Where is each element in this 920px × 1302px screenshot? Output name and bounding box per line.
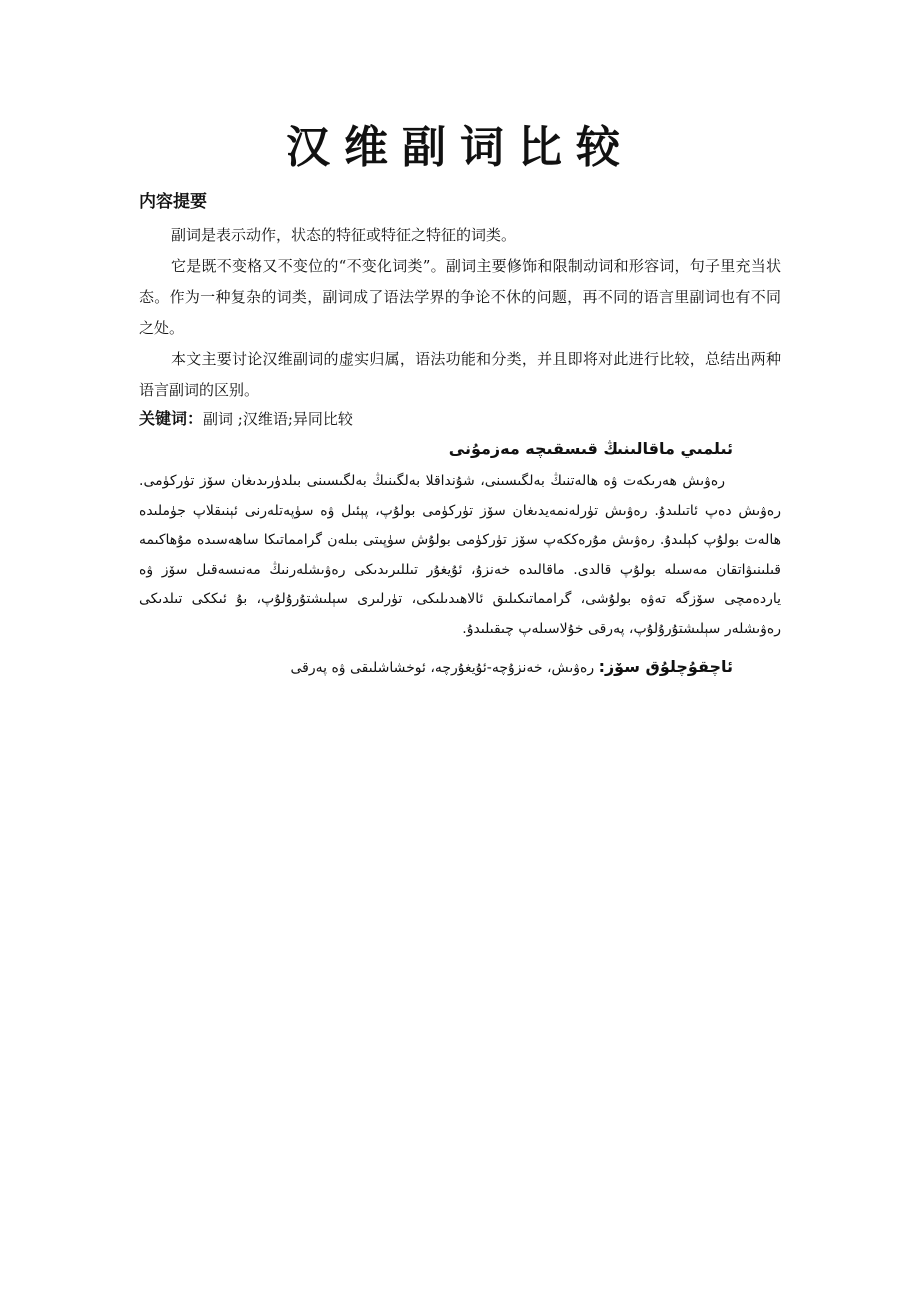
- abstract-heading-cn: 内容提要: [139, 192, 207, 212]
- keywords-label-cn: 关键词：: [139, 409, 204, 428]
- abstract-paragraph-cn-1: 副词是表示动作，状态的特征或特征之特征的词类。: [171, 226, 517, 244]
- keywords-cn: [139, 406, 353, 432]
- abstract-heading-ug: ئىلمىي ماقالىنىڭ قىسقىچە مەزمۇنى: [448, 439, 733, 458]
- keywords-value-cn: 副词 ;汉维语;异同比较: [203, 410, 353, 428]
- abstract-paragraph-cn-3: 本文主要讨论汉维副词的虚实归属，语法功能和分类，并且即将对此进行比较，总结出两种语言副词的区别。: [139, 350, 781, 399]
- keywords-label-ug: ئاچقۇچلۇق سۆز:: [598, 657, 733, 676]
- keywords-value-ug: رەۋىش، خەنزۇچە-ئۇيغۇرچە، ئوخشاشلىقى ۋە پەرقى: [290, 660, 595, 676]
- document-title: 汉维副词比较: [286, 122, 634, 173]
- abstract-paragraph-cn-2: 它是既不变格又不变位的“不变化词类”。副词主要修饰和限制动词和形容词，句子里充当状态。作为一种复杂的词类，副词成了语法学界的争论不休的问题，再不同的语言里副词也有不同之处。: [139, 257, 781, 337]
- keywords-ug: [290, 654, 733, 681]
- abstract-paragraph-ug: رەۋىش ھەرىكەت ۋە ھالەتنىڭ بەلگىسىنى، شۇنداقلا بەلگىنىڭ بەلگىسىنى بىلدۈرىدىغان سۆز تۈركۈمى. رەۋىش دەپ ئاتىلىدۇ. رەۋىش تۈرلەنمەيدىغان سۆز تۈركۈمى بولۇپ، پېئىل ۋە سۈپەتلەرنى ئېنىقلاپ جۈملىدە ھالەت بولۇپ كېلىدۇ. رەۋىش مۇرەككەپ سۆز تۈركۈمى بولۇش سۈپىتى بىلەن گرامماتىكا ساھەسىدە مۇھاكىمە قىلىنىۋاتقان مەسىلە بولۇپ قالدى. ماقالىدە خەنزۇ، ئۇيغۇر تىللىرىدىكى رەۋىشلەرنىڭ مەنىسەقىل سۆز ۋە ياردەمچى سۆزگە تەۋە بولۇشى، گرامماتىكىلىق ئالاھىدىلىكى، تۈرلىرى سېلىشتۇرۇلۇپ، بۇ ئىككى تىلدىكى رەۋىشلەر سېلىشتۇرۇلۇپ، پەرقى خۇلاسىلەپ چىقىلىدۇ.: [139, 473, 781, 637]
